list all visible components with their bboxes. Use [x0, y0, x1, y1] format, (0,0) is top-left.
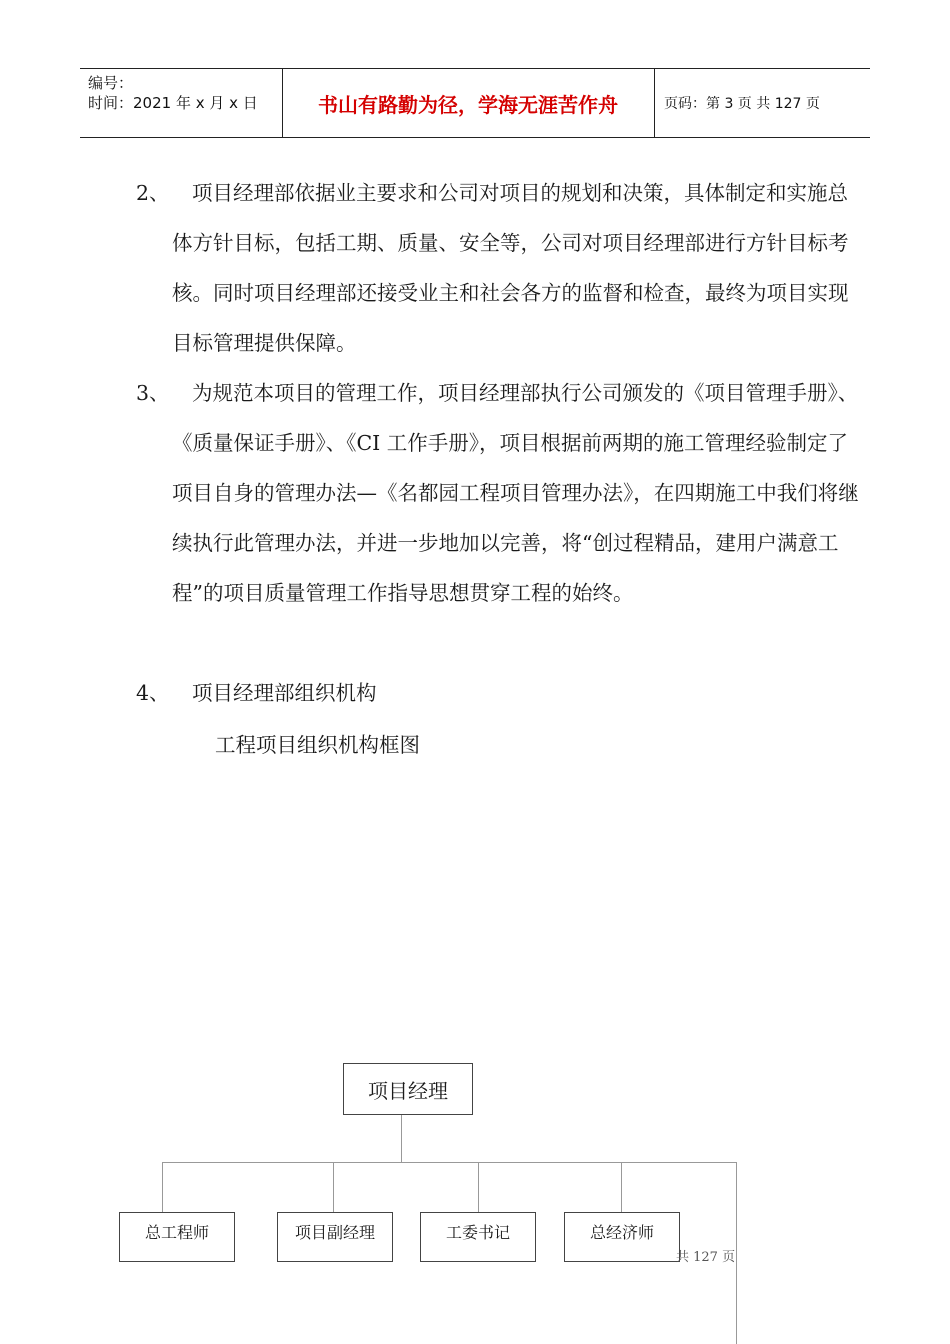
paragraph-4 [136, 668, 866, 718]
project-manager-box: 项目经理 [343, 1063, 473, 1115]
paragraph-number: 4、 [136, 681, 170, 705]
deputy-manager-box: 项目副经理 [277, 1212, 393, 1262]
paragraph-text: 项目经理部依据业主要求和公司对项目的规划和决策，具体制定和实施总体方针目标，包括工期、质量、安全等，公司对项目经理部进行方针目标考核。同时项目经理部还接受业主和社会各方的监督和检查，最终为项目实现目标管理提供保障。 [172, 181, 849, 355]
paragraph-text: 为规范本项目的管理工作，项目经理部执行公司颁发的《项目管理手册》、《质量保证手册》、《CI 工作手册》，项目根据前两期的施工管理经验制定了项目自身的管理办法—《名都园工程项目管理办法》，在四期施工中我们将继续执行此管理办法，并进一步地加以完善，将“创过程精品，建用户满意工程”的项目质量管理工作指导思想贯穿工程的始终。 [172, 381, 859, 605]
committee-secretary-box: 工委书记 [420, 1212, 536, 1262]
connector-line [736, 1162, 737, 1344]
paragraph-2 [136, 168, 866, 368]
paragraph-number: 2、 [136, 181, 170, 205]
page-info: 页码：第 3 页 共 127 页 [664, 96, 820, 112]
connector-line [478, 1162, 479, 1212]
header-divider [654, 69, 655, 137]
page-header [80, 68, 870, 138]
paragraph-3 [136, 368, 866, 618]
connector-line [162, 1162, 737, 1163]
header-motto: 书山有路勤为径，学海无涯苦作舟 [318, 92, 618, 117]
chief-engineer-box: 总工程师 [119, 1212, 235, 1262]
connector-line [621, 1162, 622, 1212]
time-label: 时间：2021 年 x 月 x 日 [88, 94, 258, 112]
org-chart-title: 工程项目组织机构框图 [215, 733, 420, 757]
footer-page-fragment: 共 127 页 [676, 1250, 736, 1265]
number-label: 编号： [88, 74, 134, 92]
connector-line [333, 1162, 334, 1212]
header-meta [88, 73, 258, 113]
connector-line [162, 1162, 163, 1212]
chief-economist-box: 总经济师 [564, 1212, 680, 1262]
paragraph-text: 项目经理部组织机构 [192, 681, 377, 705]
paragraph-number: 3、 [136, 381, 170, 405]
connector-line [401, 1114, 402, 1162]
